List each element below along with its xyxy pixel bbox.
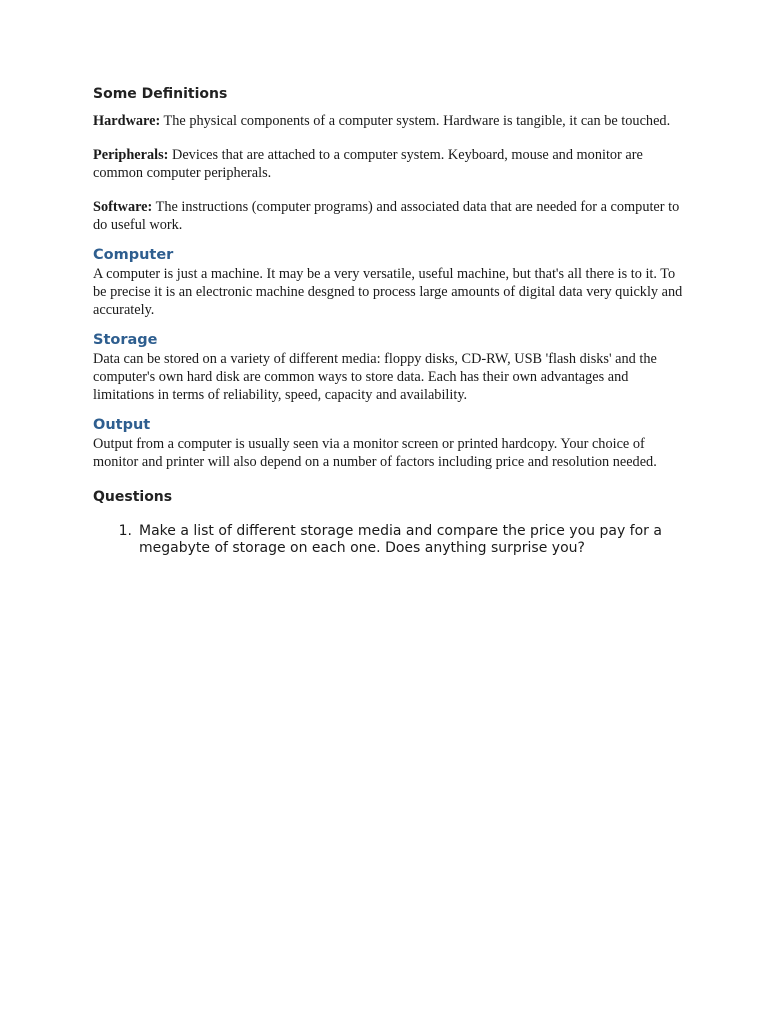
definition-text: The physical components of a computer system. Hardware is tangible, it can be touched.: [160, 113, 671, 129]
definition-software: [93, 198, 683, 234]
section-body-computer: A computer is just a machine. It may be a very versatile, useful machine, but that's all there is to it. To be precise it is an electronic machine desgned to process large amounts of digital data very quickly and accurately.: [93, 266, 683, 318]
definition-hardware: [93, 112, 683, 130]
list-item: [93, 523, 683, 557]
section-body-output: Output from a computer is usually seen via a monitor screen or printed hardcopy. Your choice of monitor and printer will also depend on a number of factors including price and resolution needed.: [93, 436, 657, 470]
page-title: Some Definitions: [93, 86, 228, 102]
definition-term: Peripherals:: [93, 147, 169, 163]
questions-heading: Questions: [93, 489, 173, 505]
question-number: 1.: [118, 523, 132, 539]
document-page: [93, 84, 683, 557]
definition-peripherals: [93, 146, 683, 182]
definition-term: Software:: [93, 199, 153, 215]
question-text: Make a list of different storage media and compare the price you pay for a megabyte of storage on each one. Does anything surprise you?: [139, 523, 662, 556]
section-heading-computer: Computer: [93, 247, 174, 263]
section-heading-storage: Storage: [93, 332, 158, 348]
definition-text: Devices that are attached to a computer system. Keyboard, mouse and monitor are common computer peripherals.: [93, 147, 643, 181]
section-heading-output: Output: [93, 417, 151, 433]
questions-list: [93, 523, 683, 557]
definition-text: The instructions (computer programs) and associated data that are needed for a computer to do useful work.: [93, 199, 680, 233]
definition-term: Hardware:: [93, 113, 161, 129]
section-body-storage: Data can be stored on a variety of different media: floppy disks, CD-RW, USB 'flash disks' and the computer's own hard disk are common ways to store data. Each has their own advantages and limitations in terms of reliability, speed, capacity and availability.: [93, 351, 657, 403]
